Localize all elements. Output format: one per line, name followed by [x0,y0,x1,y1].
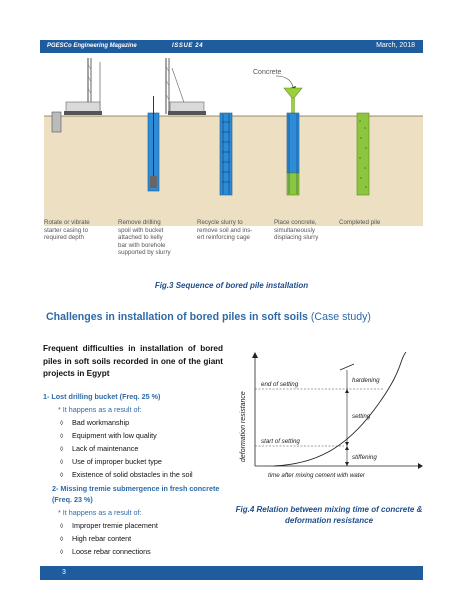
stage-caption-3: Recycle slurry to remove soil and ins- ert reinforcing cage [197,219,253,242]
slurry-borehole-3 [220,113,232,195]
list-item: ◊ Equipment with low quality [60,431,157,440]
issue-date: March, 2018 [376,42,415,49]
stage-caption-4: Place concrete, simultaneously displacing slurry [274,219,319,242]
x-axis-label: time after mixing cement with water [268,472,365,479]
diamond-bullet-icon: ◊ [60,459,64,466]
section-title-paren: (Case study) [310,311,371,323]
tremie-hopper [284,88,302,98]
figure-4-caption: Fig.4 Relation between mixing time of concrete & deformation resistance [235,505,423,525]
list-item: ◊ Existence of solid obstacles in the soil [60,470,193,479]
list-item: ◊ High rebar content [60,534,132,543]
diamond-bullet-icon: ◊ [60,549,64,556]
y-axis-label: deformation resistance [240,391,247,462]
start-of-setting-label: start of setting [261,438,300,445]
issue-number: ISSUE 24 [172,43,204,49]
drilling-bucket [150,176,157,188]
concrete-label: Concrete [253,69,282,76]
header-bar [40,40,423,53]
page-number: 3 [62,569,66,576]
section-title [46,311,371,323]
magazine-name: PGESCo Engineering Magazine [47,43,137,49]
completed-pile [357,113,369,195]
diamond-bullet-icon: ◊ [60,472,64,479]
footer-bar [40,566,423,580]
stiffening-label: stiffening [352,454,377,461]
item-1-heading: 1- Lost drilling bucket (Freq. 25 %) [43,392,161,401]
setting-label: setting [352,413,371,420]
item-1-result-label: * It happens as a result of: [58,405,142,414]
diamond-bullet-icon: ◊ [60,523,64,530]
figure-3-caption: Fig.3 Sequence of bored pile installation [154,281,309,290]
intro-paragraph: Frequent difficulties in installation of bored piles in soft soils recorded in one of the giant projects in Egypt [43,344,223,379]
stage-caption-5: Completed pile [339,219,381,226]
end-of-setting-label: end of setting [261,381,299,388]
item-2-heading: 2- Missing tremie submergence in fresh concrete (Freq. 23 %) [52,484,220,504]
stage-caption-2: Remove drilling spoil with bucket attached to kelly bar with borehole supported by slurry [118,219,171,257]
list-item: ◊ Improper tremie placement [60,521,158,530]
starter-casing [52,112,61,132]
rig-stage-2 [166,58,206,115]
section-title-main: Challenges in installation of bored piles in soft soils [46,311,308,323]
item-2-result-label: * It happens as a result of: [58,508,142,517]
diamond-bullet-icon: ◊ [60,446,64,453]
rig-stage-1 [64,58,102,115]
hardening-label: hardening [352,377,380,384]
list-item: ◊ Use of improper bucket type [60,457,162,466]
list-item: ◊ Loose rebar connections [60,547,151,556]
diamond-bullet-icon: ◊ [60,433,64,440]
setting-curve-figure [234,350,424,480]
deformation-curve [274,352,406,466]
list-item: ◊ Lack of maintenance [60,444,139,453]
list-item: ◊ Bad workmanship [60,418,130,427]
diamond-bullet-icon: ◊ [60,536,64,543]
diamond-bullet-icon: ◊ [60,420,64,427]
stage-caption-1: Rotate or vibrate starter casing to required depth [44,219,90,242]
